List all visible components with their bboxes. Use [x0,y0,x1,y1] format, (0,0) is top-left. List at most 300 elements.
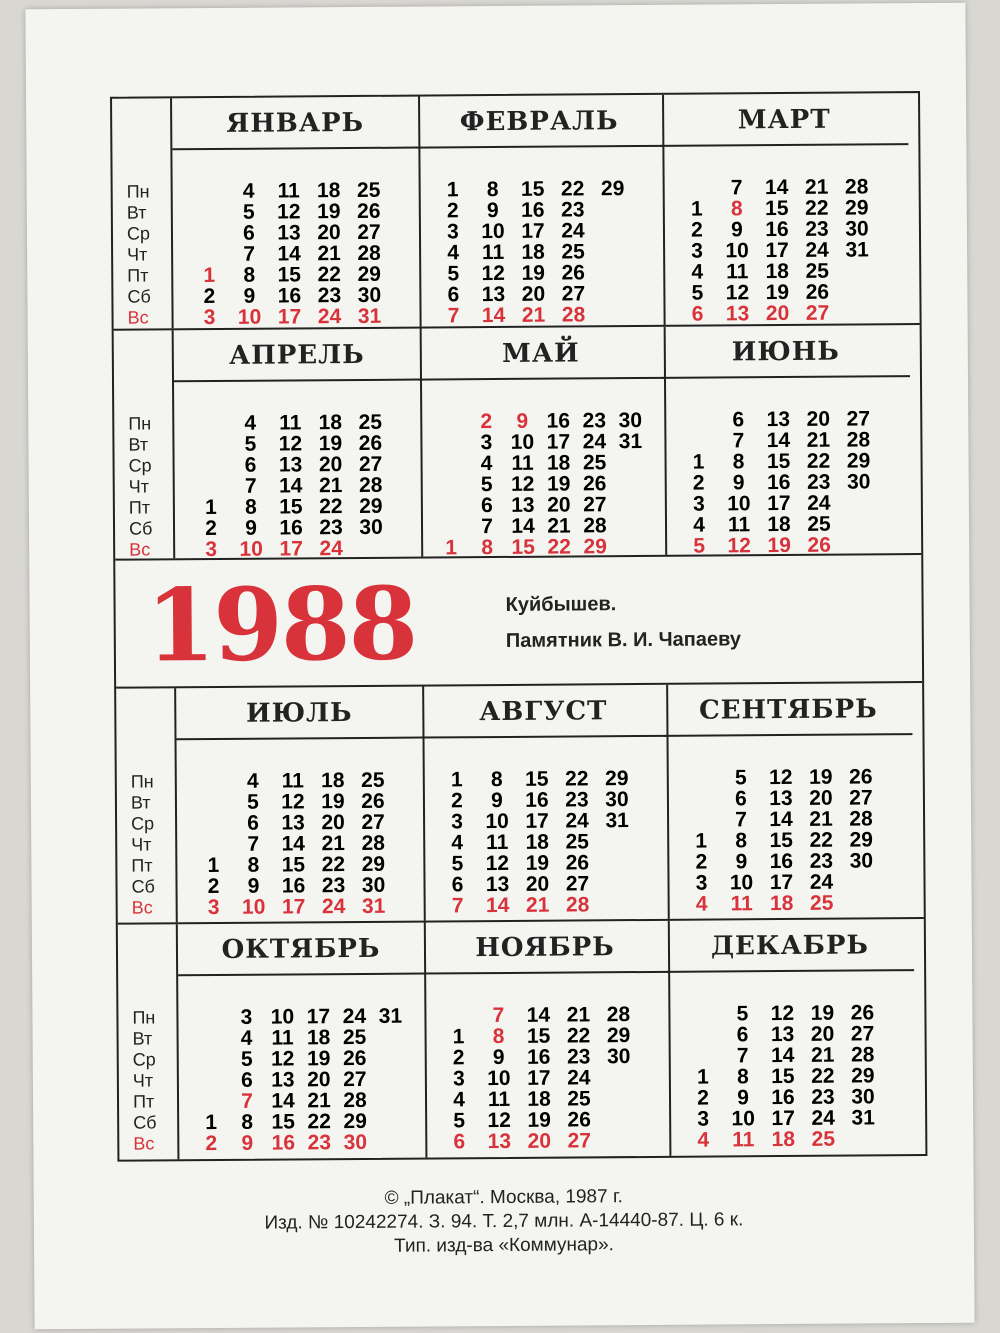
weekday-label: Вс [131,897,153,918]
day-number: 9 [492,1045,505,1070]
day-number: 21 [804,175,829,199]
day-number: 29 [357,262,382,286]
day-number: 19 [810,1001,835,1025]
day-number: 31 [361,894,386,918]
day-number: 20 [547,493,571,517]
day-number: 2 [205,1131,218,1156]
day-number: 5 [693,534,706,558]
day-number: 5 [240,1047,253,1071]
day-number: 15 [769,828,793,853]
day-number: 23 [307,1131,332,1155]
day-number: 6 [451,873,464,897]
month-10 [178,923,428,1160]
day-number: 13 [487,1129,512,1154]
day-number: 13 [271,1068,295,1092]
day-number: 29 [605,767,629,791]
day-number: 6 [447,283,460,307]
day-number: 13 [725,302,750,326]
day-number: 8 [732,450,745,474]
day-number: 20 [521,282,546,306]
weekday-label: Вс [129,539,151,560]
quarter-band-4 [118,919,926,1160]
day-number: 19 [765,280,790,305]
month-8 [420,685,670,921]
day-number: 4 [693,513,705,537]
day-number: 7 [736,1044,749,1068]
day-number: 27 [850,1022,875,1046]
day-number: 27 [357,220,381,244]
day-number: 22 [321,853,346,877]
day-number: 26 [561,261,586,285]
month-title: ДЕКАБРЬ [666,919,914,973]
day-number: 31 [357,304,382,328]
day-number: 29 [845,196,869,220]
day-number: 5 [691,281,704,305]
day-number: 28 [849,807,873,831]
day-number: 27 [561,282,586,306]
day-number: 12 [725,281,750,305]
day-number: 17 [767,491,791,516]
day-number: 7 [730,176,743,200]
day-number: 9 [735,850,748,874]
day-number: 23 [566,1045,591,1069]
day-number: 3 [205,537,218,562]
day-number: 4 [691,260,704,284]
day-number: 12 [487,1108,511,1133]
day-number: 22 [547,535,571,559]
day-number: 16 [771,1085,795,1110]
day-number: 14 [766,428,791,453]
day-number: 17 [525,809,549,833]
day-number: 7 [732,429,745,453]
day-number: 4 [447,241,460,265]
day-number: 24 [811,1106,835,1130]
month-title: ФЕВРАЛЬ [416,95,662,149]
day-number: 3 [207,895,220,920]
day-number: 4 [451,831,464,855]
day-number: 27 [846,407,871,431]
day-number: 15 [279,495,303,519]
day-number: 20 [525,872,550,896]
day-number: 18 [527,1087,551,1111]
day-number: 31 [605,809,629,833]
day-number: 11 [279,411,302,435]
month-1 [172,97,422,329]
day-number: 23 [317,284,342,308]
day-number: 6 [736,1023,749,1047]
day-number: 20 [527,1129,552,1153]
day-number: 24 [321,895,346,919]
day-number: 10 [241,895,266,919]
day-number: 1 [205,1110,218,1135]
day-number: 17 [306,1005,331,1029]
weekday-label: Чт [128,476,150,497]
day-number: 9 [245,516,257,540]
day-number: 7 [735,808,748,832]
day-number: 8 [247,853,260,877]
day-number: 6 [453,1130,466,1154]
day-number: 26 [342,1046,367,1071]
day-number: 21 [547,514,571,538]
day-number: 6 [735,787,747,811]
day-number: 16 [766,470,791,495]
month-6 [662,325,912,558]
day-number: 26 [357,199,381,223]
weekday-label: Пт [128,497,151,518]
day-number: 15 [520,177,545,201]
day-number: 16 [271,1131,296,1155]
day-number: 14 [481,303,506,328]
day-number: 28 [343,1088,367,1113]
day-number: 29 [583,535,607,559]
day-number: 31 [618,430,643,454]
day-number: 14 [526,1003,551,1027]
day-number: 17 [527,1066,551,1090]
month-title: МАЙ [418,327,664,381]
day-number: 1 [450,768,463,792]
day-number: 2 [695,850,708,874]
month-12 [666,919,916,1156]
day-number: 4 [453,1088,465,1112]
day-number: 14 [281,832,305,856]
month-2 [416,95,666,327]
day-number: 10 [731,1107,755,1131]
day-number: 6 [691,302,704,326]
day-number: 13 [281,811,305,835]
day-number: 12 [278,432,303,456]
day-number: 15 [281,853,306,877]
day-number: 25 [811,1127,836,1151]
day-number: 15 [526,1024,551,1048]
month-title: АПРЕЛЬ [174,329,420,383]
day-number: 10 [485,809,509,834]
day-number: 17 [769,870,794,895]
imprint-publication: Изд. № 10242274. З. 94. Т. 2,7 млн. А-14440-87. Ц. 6 к. [264,1209,744,1234]
day-number: 25 [582,451,607,475]
weekday-label: Сб [128,518,153,539]
day-number: 4 [242,179,255,203]
day-number: 2 [480,410,493,434]
day-number: 30 [851,1085,875,1109]
day-number: 28 [846,428,871,452]
day-number: 22 [805,196,829,220]
day-number: 11 [730,892,753,916]
day-number: 14 [278,474,303,498]
day-number: 10 [270,1005,295,1029]
day-number: 25 [805,259,830,283]
day-number: 20 [809,786,833,810]
day-number: 15 [277,263,302,287]
day-number: 13 [769,786,793,811]
day-number: 11 [732,1128,755,1152]
day-number: 25 [342,1025,367,1050]
day-number: 22 [319,495,343,519]
day-number: 30 [846,470,871,494]
day-number: 20 [765,301,790,326]
day-number: 26 [567,1108,591,1132]
day-number: 28 [561,303,586,327]
day-number: 10 [727,492,751,516]
day-number: 24 [582,430,607,454]
day-number: 11 [487,1087,511,1112]
day-number: 30 [359,515,383,539]
day-number: 25 [561,240,585,264]
day-number: 18 [525,830,549,854]
day-number: 23 [319,516,343,540]
day-number: 1 [452,1025,465,1049]
day-number: 24 [319,537,343,561]
day-number: 5 [734,766,747,790]
day-number: 19 [306,1047,331,1071]
day-number: 26 [358,431,383,455]
day-number: 21 [307,1089,331,1113]
day-number: 8 [241,1110,254,1134]
quarter-band-3 [116,683,924,925]
day-number: 23 [805,217,829,241]
day-number: 6 [247,811,260,835]
day-number: 18 [316,179,341,203]
day-number: 5 [451,852,464,876]
day-number: 8 [486,177,499,202]
caption-monument: Памятник В. И. Чапаеву [505,628,742,652]
day-number: 10 [239,537,263,561]
day-number: 1 [695,829,708,853]
day-number: 15 [511,535,535,559]
day-number: 12 [727,534,751,558]
weekday-label: Вт [128,434,149,455]
weekday-label: Вс [127,307,149,328]
day-number: 29 [343,1109,367,1134]
day-number: 20 [321,811,345,835]
day-number: 10 [237,305,262,329]
weekday-label: Ср [132,1049,156,1070]
day-number: 10 [487,1066,511,1091]
day-number: 4 [480,452,493,476]
day-number: 2 [207,874,220,899]
day-number: 3 [240,1005,253,1029]
day-number: 24 [565,809,589,833]
day-number: 20 [307,1068,331,1092]
day-number: 21 [809,807,833,831]
month-11 [422,921,672,1158]
weekday-column [112,98,174,328]
day-number: 5 [480,473,493,497]
day-number: 2 [451,789,463,813]
day-number: 25 [567,1087,591,1111]
day-number: 28 [357,241,381,265]
day-number: 30 [618,409,643,433]
day-number: 28 [850,1043,875,1067]
day-number: 30 [357,283,382,307]
day-number: 3 [447,220,459,244]
day-number: 8 [730,197,743,221]
weekday-label: Пн [128,413,152,434]
day-number: 19 [317,200,341,224]
day-number: 23 [321,874,346,898]
day-number: 17 [281,895,306,919]
weekday-label: Чт [127,244,148,265]
day-number: 12 [510,472,535,496]
day-number: 16 [525,788,549,812]
month-title: НОЯБРЬ [422,921,668,975]
day-number: 16 [769,849,794,874]
day-number: 28 [583,514,607,538]
day-number: 25 [807,512,831,536]
day-number: 7 [247,832,260,856]
day-number: 9 [737,1086,749,1110]
year-number: 1988 [145,564,417,685]
day-number: 11 [727,513,751,537]
day-number: 8 [244,495,257,519]
day-number: 18 [546,451,571,475]
weekday-label: Пт [132,1091,155,1112]
day-number: 1 [696,1065,709,1089]
day-number: 23 [809,849,834,873]
day-number: 27 [361,810,385,834]
day-number: 21 [317,242,341,266]
day-number: 28 [358,473,383,497]
day-number: 26 [807,533,831,557]
day-number: 29 [846,449,871,473]
day-number: 1 [207,853,220,878]
day-number: 3 [480,431,493,455]
day-number: 24 [342,1004,367,1029]
day-number: 20 [806,407,831,431]
day-number: 30 [361,873,386,897]
day-number: 6 [732,408,745,432]
day-number: 9 [247,874,260,898]
day-number: 3 [695,871,708,895]
day-number: 5 [453,1109,466,1133]
day-number: 11 [277,179,300,203]
day-number: 14 [769,807,793,832]
day-number: 2 [205,516,217,541]
day-number: 2 [697,1086,709,1110]
day-number: 4 [697,1128,710,1152]
day-number: 11 [726,260,749,284]
quarter-band-1 [112,93,920,331]
weekday-label: Пн [130,771,154,792]
day-number: 18 [321,769,345,793]
day-number: 19 [809,765,833,789]
day-number: 4 [244,411,257,435]
day-number: 14 [271,1089,295,1113]
day-number: 3 [451,810,464,834]
day-number: 21 [521,303,546,327]
day-number: 26 [565,851,590,875]
day-number: 29 [361,852,386,876]
day-number: 11 [511,451,534,475]
day-number: 14 [770,1043,795,1068]
day-number: 28 [361,831,385,855]
day-number: 9 [486,198,499,223]
day-number: 6 [243,221,255,245]
day-number: 13 [485,872,510,897]
day-number: 13 [770,1022,795,1047]
day-number: 5 [447,262,460,286]
day-number: 17 [765,238,789,263]
day-number: 26 [361,789,385,813]
day-number: 15 [765,196,789,221]
day-number: 1 [203,263,216,288]
day-number: 26 [805,280,830,304]
day-number: 7 [481,515,493,539]
day-number: 27 [343,1067,367,1092]
day-number: 16 [765,217,789,242]
day-number: 16 [526,1045,551,1069]
imprint [34,1183,974,1262]
day-number: 24 [317,305,342,329]
day-number: 29 [849,828,873,852]
quarter-band-2 [114,325,922,561]
day-number: 4 [240,1026,253,1050]
day-number: 13 [277,221,301,245]
day-number: 12 [481,261,506,286]
day-number: 1 [690,197,703,221]
day-number: 8 [490,767,503,792]
day-number: 24 [807,491,831,515]
day-number: 24 [561,219,585,243]
day-number: 18 [318,411,343,435]
day-number: 18 [306,1026,331,1050]
day-number: 12 [270,1047,295,1071]
day-number: 31 [851,1106,875,1130]
calendar-card [25,3,974,1330]
day-number: 7 [447,304,460,328]
day-number: 30 [605,788,629,812]
day-number: 25 [361,768,385,792]
day-number: 25 [565,830,589,854]
day-number: 3 [452,1067,465,1091]
day-number: 15 [771,1064,795,1089]
day-number: 30 [849,849,874,873]
day-number: 13 [766,407,791,432]
weekday-label: Ср [126,223,151,244]
weekday-label: Вт [132,1028,153,1049]
day-number: 4 [695,892,708,916]
day-number: 31 [845,238,869,262]
day-number: 12 [281,790,305,814]
weekday-label: Сб [133,1112,157,1133]
day-number: 11 [481,240,505,265]
day-number: 14 [764,175,789,200]
day-number: 9 [241,1131,254,1155]
day-number: 21 [566,1003,591,1027]
day-number: 3 [691,239,704,263]
day-number: 21 [321,832,345,856]
month-4 [174,329,424,562]
day-number: 7 [451,894,464,918]
day-number: 11 [281,769,304,793]
day-number: 8 [492,1024,505,1049]
day-number: 8 [481,536,494,560]
weekday-label: Чт [132,1070,154,1091]
day-number: 11 [271,1026,294,1050]
day-number: 26 [850,1001,875,1025]
day-number: 3 [692,492,705,516]
weekday-label: Вс [133,1133,155,1154]
day-number: 13 [481,282,506,307]
day-number: 7 [244,474,257,498]
day-number: 2 [692,471,705,495]
day-number: 1 [446,178,459,202]
day-number: 25 [809,891,834,915]
month-title: ИЮНЬ [662,325,910,379]
day-number: 22 [811,1064,835,1088]
day-number: 5 [736,1002,749,1026]
day-number: 12 [485,851,510,876]
month-title: АВГУСТ [420,685,666,739]
